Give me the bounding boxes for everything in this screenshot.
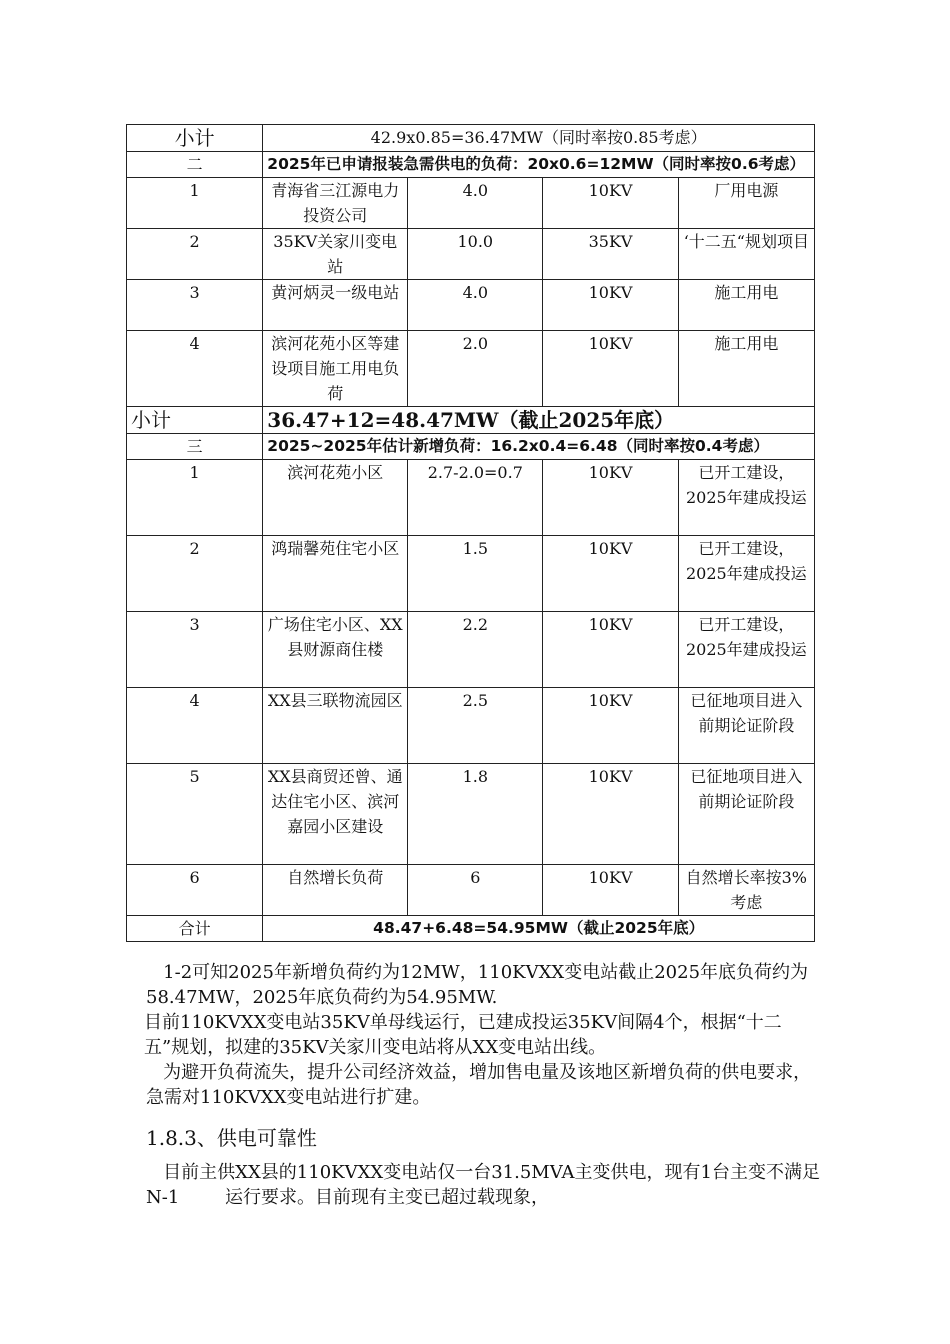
row-load-value: 2.2 (408, 612, 543, 688)
table-row (127, 612, 815, 688)
table-row (127, 178, 815, 229)
section-title: 2025年已申请报装急需供电的负荷：20x0.6=12MW（同时率按0.6考虑） (263, 152, 815, 178)
section-header-row (127, 434, 815, 460)
row-project-name: 鸿瑞馨苑住宅小区 (263, 536, 408, 612)
row-project-name: 广场住宅小区、XX县财源商住楼 (263, 612, 408, 688)
row-load-value: 4.0 (408, 178, 543, 229)
row-voltage: 10KV (543, 764, 678, 865)
row-number: 3 (127, 280, 263, 331)
section-heading: 1.8.3、供电可靠性 (146, 1126, 317, 1150)
row-voltage: 10KV (543, 865, 678, 916)
table-row (127, 331, 815, 407)
row-number: 2 (127, 229, 263, 280)
load-table (126, 124, 815, 942)
section-title: 2025~2025年估计新增负荷：16.2x0.4=6.48（同时率按0.4考虑） (263, 434, 815, 460)
row-load-value: 4.0 (408, 280, 543, 331)
table-row (127, 280, 815, 331)
row-number: 3 (127, 612, 263, 688)
row-project-name: 滨河花苑小区等建设项目施工用电负荷 (263, 331, 408, 407)
row-project-name: XX县商贸还曾、通达住宅小区、滨河嘉园小区建设 (263, 764, 408, 865)
row-load-value: 2.7-2.0=0.7 (408, 460, 543, 536)
row-note: 已征地项目进入前期论证阶段 (678, 688, 814, 764)
subtotal-row (127, 407, 815, 434)
table-row (127, 764, 815, 865)
row-note: 厂用电源 (678, 178, 814, 229)
row-number: 2 (127, 536, 263, 612)
paragraph: 目前110KVXX变电站35KV单母线运行，已建成投运35KV间隔4个，根据“十二五”规划，拟建的35KV关家川变电站将从XX变电站出线。 (144, 1012, 782, 1058)
total-value: 48.47+6.48=54.95MW（截止2025年底） (263, 916, 815, 942)
row-note: 已开工建设，2025年建成投运 (678, 612, 814, 688)
row-project-name: 自然增长负荷 (263, 865, 408, 916)
total-row (127, 916, 815, 942)
total-label: 合计 (127, 916, 263, 942)
row-load-value: 1.8 (408, 764, 543, 865)
subtotal-row (127, 125, 815, 152)
row-note: ‘十二五“规划项目 (678, 229, 814, 280)
row-load-value: 2.5 (408, 688, 543, 764)
subtotal-value: 36.47+12=48.47MW（截止2025年底） (263, 407, 815, 434)
row-note: 自然增长率按3%考虑 (678, 865, 814, 916)
paragraph: 为避开负荷流失，提升公司经济效益，增加售电量及该地区新增负荷的供电要求，急需对110KVXX变电站进行扩建。 (146, 1062, 812, 1108)
table-row (127, 688, 815, 764)
row-note: 已开工建设，2025年建成投运 (678, 536, 814, 612)
row-load-value: 10.0 (408, 229, 543, 280)
table-row (127, 460, 815, 536)
section-number: 三 (127, 434, 263, 460)
row-voltage: 35KV (543, 229, 678, 280)
subtotal-label: 小计 (127, 407, 263, 434)
row-number: 4 (127, 688, 263, 764)
row-project-name: 黄河炳灵一级电站 (263, 280, 408, 331)
subtotal-value: 42.9x0.85=36.47MW（同时率按0.85考虑） (263, 125, 815, 152)
row-project-name: 青海省三江源电力投资公司 (263, 178, 408, 229)
row-voltage: 10KV (543, 331, 678, 407)
table-row (127, 536, 815, 612)
paragraph: 1-2可知2025年新增负荷约为12MW，110KVXX变电站截止2025年底负荷约为58.47MW，2025年底负荷约为54.95MW. (146, 962, 809, 1008)
row-number: 1 (127, 460, 263, 536)
row-voltage: 10KV (543, 536, 678, 612)
row-project-name: 35KV关家川变电站 (263, 229, 408, 280)
row-note: 施工用电 (678, 331, 814, 407)
row-voltage: 10KV (543, 612, 678, 688)
paragraph: 目前主供XX县的110KVXX变电站仅一台31.5MVA主变供电，现有1台主变不满足N-1 运行要求。目前现有主变已超过载现象， (146, 1162, 820, 1208)
row-number: 1 (127, 178, 263, 229)
row-voltage: 10KV (543, 460, 678, 536)
table-row (127, 865, 815, 916)
row-number: 6 (127, 865, 263, 916)
row-load-value: 2.0 (408, 331, 543, 407)
section-header-row (127, 152, 815, 178)
subtotal-label: 小计 (127, 125, 263, 152)
table-row (127, 229, 815, 280)
row-voltage: 10KV (543, 178, 678, 229)
row-voltage: 10KV (543, 688, 678, 764)
row-load-value: 1.5 (408, 536, 543, 612)
row-number: 5 (127, 764, 263, 865)
row-note: 已开工建设，2025年建成投运 (678, 460, 814, 536)
row-note: 已征地项目进入前期论证阶段 (678, 764, 814, 865)
row-load-value: 6 (408, 865, 543, 916)
section-number: 二 (127, 152, 263, 178)
row-note: 施工用电 (678, 280, 814, 331)
row-project-name: 滨河花苑小区 (263, 460, 408, 536)
row-voltage: 10KV (543, 280, 678, 331)
row-project-name: XX县三联物流园区 (263, 688, 408, 764)
row-number: 4 (127, 331, 263, 407)
